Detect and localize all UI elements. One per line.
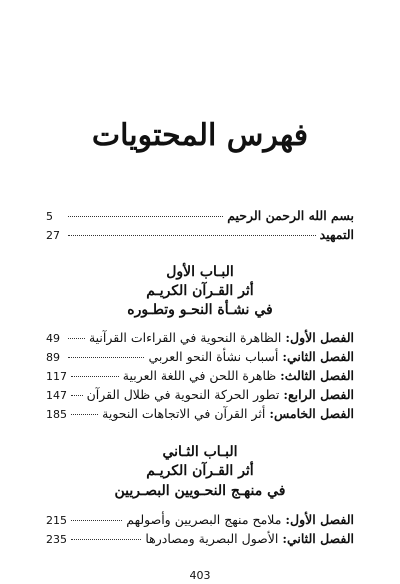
dot-leader	[71, 520, 122, 521]
chapter-title: الأصول البصرية ومصادرها	[145, 531, 283, 546]
entry-label	[145, 531, 354, 546]
chapter-prefix: الفصل الرابع:	[283, 387, 354, 402]
part1-heading: البـاب الأول	[166, 264, 234, 280]
chapter-prefix: الفصل الثاني:	[282, 349, 354, 364]
chapter-prefix: الفصل الأول:	[285, 512, 354, 527]
dot-leader	[71, 376, 119, 377]
chapter-prefix: الفصل الثالث:	[280, 368, 354, 383]
chapter-prefix: الفصل الأول:	[285, 330, 354, 345]
toc-entry-chapter[interactable]	[46, 531, 354, 549]
part2-subtitle: أثر القـرآن الكريـم	[146, 463, 254, 479]
entry-label: التمهيد	[319, 227, 354, 242]
dot-leader	[68, 235, 316, 236]
entry-label	[87, 387, 354, 402]
entry-page: 185	[46, 408, 67, 421]
entry-page: 49	[46, 332, 60, 345]
chapter-title: الظاهرة النحوية في القراءات القرآنية	[88, 330, 286, 345]
chapter-title: ظاهرة اللحن في اللغة العربية	[122, 368, 281, 383]
part2-subtitle2: في منهـج النحـويين البصـريين	[114, 483, 286, 499]
toc-entry-chapter[interactable]	[46, 512, 354, 530]
dot-leader	[71, 414, 98, 415]
part1-subtitle: أثر القـرآن الكريـم	[146, 283, 254, 299]
chapter-title: تطور الحركة النحوية في ظلال القرآن	[86, 387, 284, 402]
entry-page: 147	[46, 389, 67, 402]
chapter-prefix: الفصل الخامس:	[269, 406, 354, 421]
entry-label	[148, 349, 354, 364]
page-title: فهرس المحتويات	[91, 118, 309, 153]
toc-entry-chapter[interactable]	[46, 406, 354, 424]
toc-entry-chapter[interactable]	[46, 330, 354, 348]
entry-label: بسم الله الرحمن الرحيم	[227, 208, 354, 223]
part1-subtitle2: في نشـأة النحـو وتطـوره	[127, 302, 273, 318]
toc-entry-introduction[interactable]	[46, 227, 354, 245]
toc-entry-intro[interactable]	[46, 208, 354, 226]
entry-label	[102, 406, 354, 421]
chapter-prefix: الفصل الثاني:	[282, 531, 354, 546]
entry-page: 117	[46, 370, 67, 383]
entry-page: 215	[46, 514, 67, 527]
toc-entry-chapter[interactable]	[46, 349, 354, 367]
entry-label	[123, 368, 354, 383]
page-number: 403	[189, 569, 211, 582]
chapter-title: ملامح منهج البصريين وأصولهم	[126, 512, 286, 527]
chapter-title: أسباب نشأة النحو العربي	[148, 349, 283, 364]
entry-label	[89, 330, 354, 345]
dot-leader	[68, 216, 223, 217]
chapter-title: أثر القرآن في الاتجاهات النحوية	[102, 406, 270, 421]
entry-page: 235	[46, 533, 67, 546]
entry-label	[126, 512, 354, 527]
toc-entry-chapter[interactable]	[46, 368, 354, 386]
entry-page: 27	[46, 229, 60, 242]
toc-entry-chapter[interactable]	[46, 387, 354, 405]
entry-page: 89	[46, 351, 60, 364]
entry-page: 5	[46, 210, 53, 223]
dot-leader	[71, 539, 141, 540]
dot-leader	[68, 357, 144, 358]
dot-leader	[68, 338, 85, 339]
part2-heading: البـاب الثـاني	[162, 444, 238, 460]
dot-leader	[71, 395, 83, 396]
